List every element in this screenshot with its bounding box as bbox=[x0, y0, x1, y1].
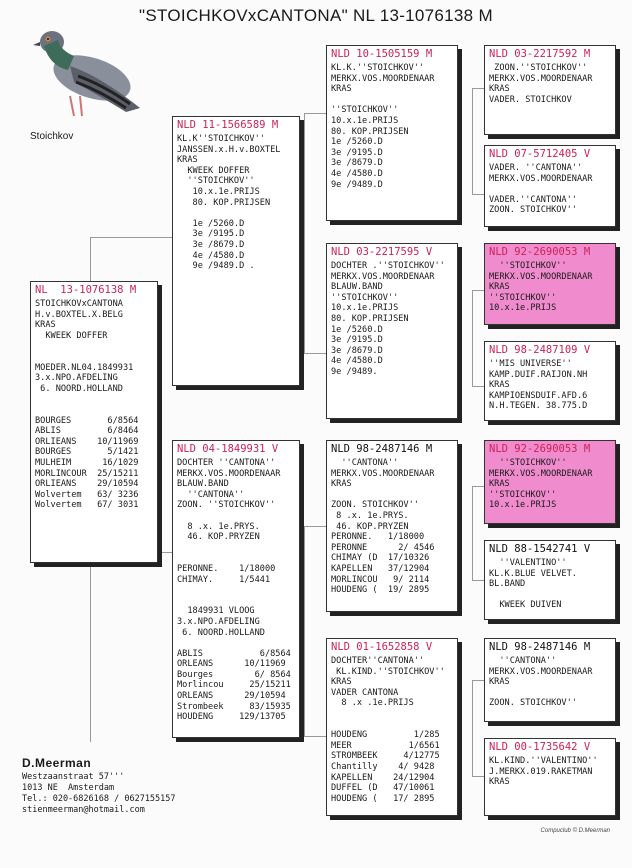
card-details: ''VALENTINO'' KL.K.BLUE VELVET. BL.BAND KWEEK DUIVEN bbox=[489, 558, 577, 611]
pedigree-card-subject bbox=[30, 281, 158, 563]
pedigree-card-grandsire-sire-side bbox=[326, 45, 458, 221]
ring-number: NLD 88-1542741 V bbox=[489, 543, 591, 555]
pedigree-card-ggp-3 bbox=[484, 243, 616, 325]
connector-line bbox=[304, 526, 326, 527]
connector-line bbox=[472, 680, 473, 776]
connector-line bbox=[472, 88, 484, 89]
connector-line bbox=[472, 194, 484, 195]
card-details: ''CANTONA'' MERKX.VOS.MOORDENAAR KRAS ZOON. STOICHKOV'' 8 .x. 1e.PRYS. 46. KOP.PRYZEN PERONNE. 1/18000 PERONNE 2/ 4546 CHIMAY (D 17/10326 KAPELLEN 37/12904 MORLINCOU 9/ 2114 HOUDENG ( 19/ 2895 bbox=[331, 458, 435, 596]
ring-number: NLD 98-2487109 V bbox=[489, 344, 591, 356]
pedigree-card-ggp-8 bbox=[484, 738, 616, 816]
ring-number: NLD 00-1735642 V bbox=[489, 741, 591, 753]
ring-number: NLD 11-1566589 M bbox=[177, 119, 279, 131]
pedigree-card-dam bbox=[172, 440, 300, 738]
connector-line bbox=[472, 88, 473, 194]
ring-number: NLD 92-2690053 M bbox=[489, 246, 591, 258]
pedigree-card-ggp-4 bbox=[484, 341, 616, 421]
connector-line bbox=[472, 486, 473, 580]
connector-line bbox=[90, 552, 91, 742]
ring-number: NL 13-1076138 M bbox=[35, 284, 137, 296]
connector-line bbox=[472, 290, 473, 386]
ring-number: NLD 98-2487146 M bbox=[489, 641, 591, 653]
card-details: ''CANTONA'' MERKX.VOS.MOORDENAAR KRAS ZOON. STOICHKOV'' bbox=[489, 656, 593, 709]
ring-number: NLD 03-2217592 M bbox=[489, 48, 591, 60]
connector-line bbox=[90, 237, 91, 281]
software-credit: Compuclub © D.Meerman bbox=[540, 828, 610, 834]
card-details: VADER. ''CANTONA'' MERKX.VOS.MOORDENAAR VADER.''CANTONA'' ZOON. STOICHKOV'' bbox=[489, 163, 593, 216]
ring-number: NLD 01-1652858 V bbox=[331, 641, 433, 653]
card-details: ''STOICHKOV'' MERKX.VOS.MOORDENAAR KRAS ''STOICHKOV'' 10.x.1e.PRIJS bbox=[489, 458, 593, 511]
ring-number: NLD 07-5712405 V bbox=[489, 148, 591, 160]
card-details: ''STOICHKOV'' MERKX.VOS.MOORDENAAR KRAS ''STOICHKOV'' 10.x.1e.PRIJS bbox=[489, 261, 593, 314]
ring-number: NLD 92-2690053 M bbox=[489, 443, 591, 455]
connector-line bbox=[472, 486, 484, 487]
pedigree-title: "STOICHKOVxCANTONA" NL 13-1076138 M bbox=[139, 6, 493, 25]
pedigree-card-grandsire-dam-side bbox=[326, 440, 458, 612]
ring-number: NLD 04-1849931 V bbox=[177, 443, 279, 455]
owner-name: D.Meerman bbox=[22, 756, 92, 770]
ring-number: NLD 98-2487146 M bbox=[331, 443, 433, 455]
connector-line bbox=[472, 580, 484, 581]
card-details: ZOON.''STOICHKOV'' MERKX.VOS.MOORDENAAR KRAS VADER. STOICHKOV bbox=[489, 63, 593, 105]
bird-name: Stoichkov bbox=[30, 131, 74, 142]
connector-line bbox=[304, 113, 326, 114]
pedigree-card-ggp-7 bbox=[484, 638, 616, 722]
connector-line bbox=[90, 237, 172, 238]
card-details: STOICHKOVxCANTONA H.v.BOXTEL.X.BELG KRAS KWEEK DOFFER MOEDER.NL04.1849931 3.x.NPO.AFDELING 6. NOORD.HOLLAND BOURGES 6/8564 ABLIS 6/8464 ORLIEANS 10/11969 BOURGES 5/1421 MULHEIM 16/1029 MORLINCOUR 25/15211 ORLIEANS 29/10594 Wolvertem 63/ 3236 Wolvertem 67/ 3031 bbox=[35, 299, 139, 511]
owner-contact: Westzaanstraat 57''' 1013 NE Amsterdam Tel.: 020-6826168 / 0627155157 stienmeerman@hotmail.com bbox=[22, 772, 176, 815]
card-details: DOCHTER ''CANTONA'' MERKX.VOS.MOORDENAAR BLAUW.BAND ''CANTONA'' ZOON. ''STOICHKOV'' 8 .x. 1e.PRYS. 46. KOP.PRYZEN PERONNE. 1/18000 CHIMAY. 1/5441 1849931 VLOOG 3.x.NPO.AFDELING 6. NOORD.HOLLAND ABLIS 6/8564 ORLEANS 10/11969 Bourges 6/ 8564 Morlincou 25/15211 ORLEANS 29/10594 Strombeek 83/15935 HOUDENG 129/13705 bbox=[177, 458, 291, 723]
ring-number: NLD 03-2217595 V bbox=[331, 246, 433, 258]
pedigree-card-ggp-1 bbox=[484, 45, 616, 135]
connector-line bbox=[472, 290, 484, 291]
pedigree-card-granddam-dam-side bbox=[326, 638, 458, 816]
connector-line bbox=[304, 353, 326, 354]
card-details: ''MIS UNIVERSE'' KAMP.DUIF.RAIJON.NH KRAS KAMPIOENSDUIF.AFD.6 N.H.TEGEN. 38.775.D bbox=[489, 359, 588, 412]
pedigree-card-ggp-6 bbox=[484, 540, 616, 620]
card-details: KL.K''STOICHKOV'' JANSSEN.x.H.v.BOXTEL KRAS KWEEK DOFFER ''STOICHKOV'' 10.x.1e.PRIJS 80. KOP.PRIJSEN 1e /5260.D 3e /9195.D 3e /8679.D 4e /4580.D 9e /9489.D . bbox=[177, 134, 281, 272]
pedigree-card-ggp-5 bbox=[484, 440, 616, 524]
owner-block bbox=[22, 756, 176, 816]
pigeon-image bbox=[30, 16, 150, 126]
ring-number: NLD 10-1505159 M bbox=[331, 48, 433, 60]
pedigree-card-ggp-2 bbox=[484, 145, 616, 227]
connector-line bbox=[304, 113, 305, 353]
card-details: DOCHTER''CANTONA'' KL.KIND.''STOICHKOV'' KRAS VADER CANTONA 8 .x .1e.PRIJS HOUDENG 1/285 MEER 1/6561 STROMBEEK 4/12775 Chantilly 4/ 9428 KAPELLEN 24/12904 DUFFEL (D 47/10061 HOUDENG ( 17/ 2895 bbox=[331, 656, 445, 804]
card-details: DOCHTER .''STOICHKOV'' MERKX.VOS.MOORDENAAR BLAUW.BAND ''STOICHKOV'' 10.x.1e.PRIJS 80. KOP.PRIJSEN 1e /5260.D 3e /9195.D 3e /8679.D 4e /4580.D 9e /9489. bbox=[331, 261, 445, 377]
connector-line bbox=[472, 776, 484, 777]
card-details: KL.KIND.''VALENTINO'' J.MERKX.019.RAKETMAN KRAS bbox=[489, 756, 598, 788]
pedigree-card-granddam-sire-side bbox=[326, 243, 458, 419]
connector-line bbox=[304, 736, 326, 737]
card-details: KL.K.''STOICHKOV'' MERKX.VOS.MOORDENAAR KRAS ''STOICHKOV'' 10.x.1e.PRIJS 80. KOP.PRIJSEN 1e /5260.D 3e /9195.D 3e /8679.D 4e /4580.D 9e /9489.D bbox=[331, 63, 435, 190]
connector-line bbox=[472, 680, 484, 681]
connector-line bbox=[472, 386, 484, 387]
connector-line bbox=[304, 526, 305, 736]
pedigree-card-sire bbox=[172, 116, 300, 386]
